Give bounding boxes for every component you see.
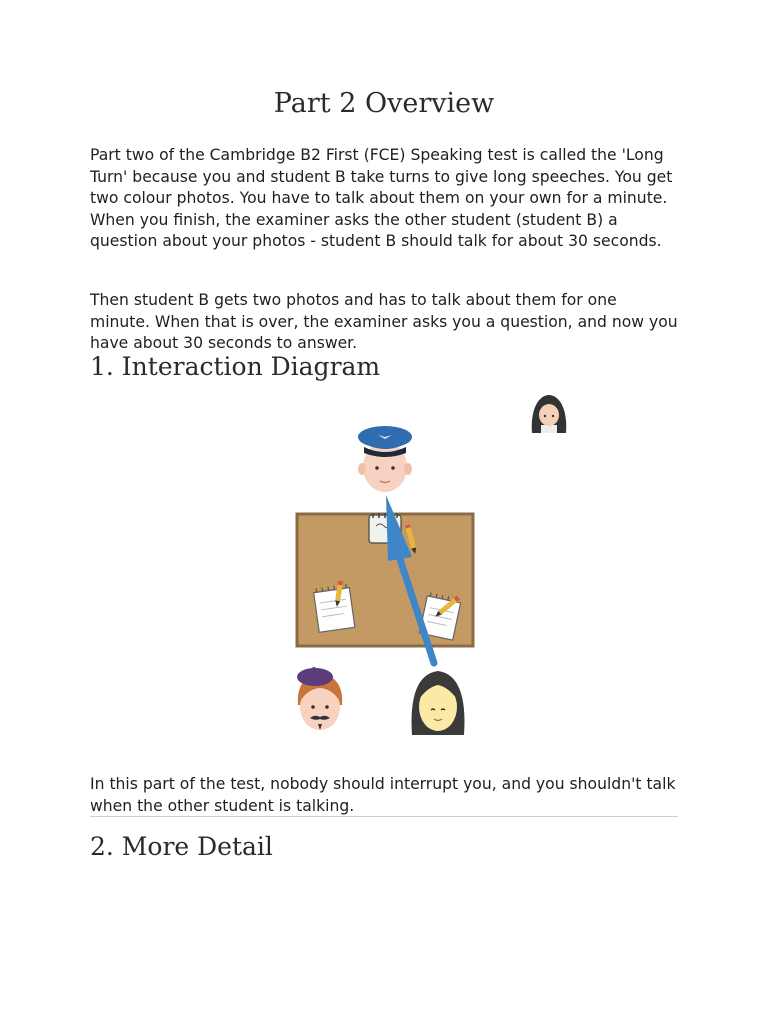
student-a-icon: [412, 671, 465, 735]
section-divider: [90, 816, 678, 817]
student-b-icon: [297, 667, 342, 730]
intro-paragraph: Then student B gets two photos and has to talk about them for one minute. When that is over, the examiner asks you a question, and now you have about 30 seconds to answer.: [90, 291, 678, 352]
page-title: Part 2 Overview: [273, 88, 495, 119]
examiner-icon: [358, 426, 412, 492]
intro-paragraph: Part two of the Cambridge B2 First (FCE) Speaking test is called the 'Long Turn' because you and student B take turns to give long speeches. You get two colour photos. You have to talk about them on your own for a minute. When you finish, the examiner asks the other student (student B) a question about your photos - student B should talk for about 30 seconds.: [90, 146, 673, 250]
section-heading-more-detail: 2. More Detail: [90, 832, 273, 861]
interaction-diagram: [280, 385, 580, 745]
section-note: In this part of the test, nobody should interrupt you, and you shouldn't talk when the other student is talking.: [90, 775, 676, 815]
section-heading-interaction-diagram: 1. Interaction Diagram: [90, 352, 381, 381]
observer-icon: [532, 395, 567, 433]
